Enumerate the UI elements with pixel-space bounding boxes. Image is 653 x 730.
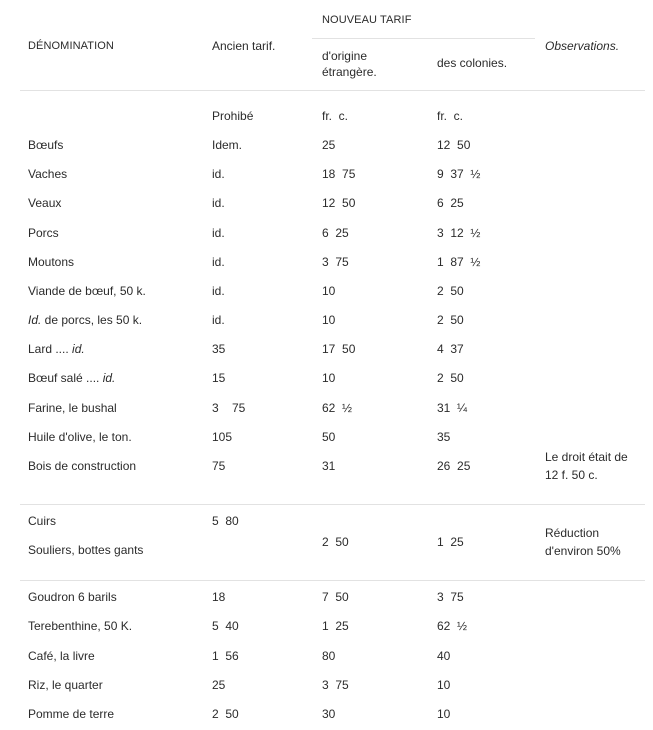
ancien-tarif-cell: id. xyxy=(212,284,225,298)
units-colonies: fr. c. xyxy=(437,109,464,123)
tarif-colonies-cell: 2 50 xyxy=(437,284,464,298)
ancien-tarif-cell: id. xyxy=(212,226,225,240)
header-nouveau-tarif: NOUVEAU TARIF xyxy=(322,14,412,26)
group-separator xyxy=(20,580,645,581)
tarif-colonies-cell: 10 xyxy=(437,678,451,692)
row-label xyxy=(28,618,132,634)
header-observations: Observations. xyxy=(545,39,620,53)
row-label xyxy=(28,312,142,328)
row-label xyxy=(28,225,59,241)
row-label-part: Lard .... xyxy=(28,342,73,356)
header-subrule xyxy=(312,38,535,39)
row-label-part: Goudron 6 barils xyxy=(28,590,117,604)
row-label xyxy=(28,429,132,445)
row-label-part: Terebenthine, 50 K. xyxy=(28,619,133,633)
row-label-part: Pomme de terre xyxy=(28,707,115,721)
row-label-part: Huile d'olive, le ton. xyxy=(28,430,132,444)
row-label-part: Vaches xyxy=(28,167,68,181)
row-label-part: Bois de construction xyxy=(28,459,137,473)
row-label xyxy=(28,677,103,693)
ancien-tarif-cell: Idem. xyxy=(212,138,243,152)
tarif-colonies-cell: 40 xyxy=(437,649,451,663)
tarif-etranger-cell: 7 50 xyxy=(322,590,349,604)
row-label-part: Viande de bœuf, 50 k. xyxy=(28,284,146,298)
tarif-colonies-cell: 62 ½ xyxy=(437,619,468,633)
tarif-colonies-cell: 1 87 ½ xyxy=(437,255,481,269)
row-label-part: Café, la livre xyxy=(28,649,95,663)
row-label-part: Bœufs xyxy=(28,138,64,152)
tarif-colonies-cell: 3 12 ½ xyxy=(437,226,481,240)
tarif-colonies-cell: 2 50 xyxy=(437,371,464,385)
tarif-colonies-cell: 31 ¼ xyxy=(437,401,468,415)
ancien-tarif-cell: id. xyxy=(212,313,225,327)
header-denomination: DÉNOMINATION xyxy=(28,40,114,52)
ancien-tarif-cell: 105 xyxy=(212,430,233,444)
row-label xyxy=(28,195,61,211)
tarif-colonies-cell: 4 37 xyxy=(437,342,464,356)
header-colonies: des colonies. xyxy=(437,56,508,70)
row-label-part: Riz, le quarter xyxy=(28,678,103,692)
row-label-part: id. xyxy=(72,342,85,356)
tarif-colonies-cell: 10 xyxy=(437,707,451,721)
tarif-etranger-cell: 50 xyxy=(322,430,336,444)
row-label xyxy=(28,648,95,664)
tarif-etranger-cell: 30 xyxy=(322,707,336,721)
observation-line: d'environ 50% xyxy=(545,544,621,558)
units-ancien: Prohibé xyxy=(212,109,254,123)
tarif-colonies-cell: 26 25 xyxy=(437,459,471,473)
observation-line: Réduction xyxy=(545,526,600,540)
row-label-part: id. xyxy=(102,371,116,385)
header-origine-line1: d'origine xyxy=(322,49,367,63)
row-label-part: Id. xyxy=(28,313,42,327)
observation-line: Le droit était de xyxy=(545,450,628,464)
group-separator xyxy=(20,504,645,505)
row-label xyxy=(28,137,63,153)
tarif-colonies-cell: 1 25 xyxy=(437,535,464,549)
ancien-tarif-cell: 25 xyxy=(212,678,226,692)
ancien-tarif-cell: id. xyxy=(212,196,225,210)
tarif-etranger-cell: 3 75 xyxy=(322,678,349,692)
tarif-etranger-cell: 25 xyxy=(322,138,336,152)
row-label xyxy=(28,400,117,416)
tarif-colonies-cell: 9 37 ½ xyxy=(437,167,481,181)
header-origine-line2: étrangère. xyxy=(322,65,377,79)
observation-line: 12 f. 50 c. xyxy=(545,468,598,482)
header-bottom-rule xyxy=(20,90,645,91)
ancien-tarif-cell: 2 50 xyxy=(212,707,239,721)
ancien-tarif-cell: 15 xyxy=(212,371,226,385)
row-label-part: Moutons xyxy=(28,255,75,269)
tarif-etranger-cell: 10 xyxy=(322,284,336,298)
tarif-colonies-cell: 35 xyxy=(437,430,451,444)
tarif-etranger-cell: 10 xyxy=(322,371,336,385)
row-label xyxy=(28,706,114,722)
tarif-etranger-cell: 18 75 xyxy=(322,167,356,181)
row-label-part: de porcs, les 50 k. xyxy=(41,313,143,327)
row-label-part: Veaux xyxy=(28,196,62,210)
tarif-etranger-cell: 10 xyxy=(322,313,336,327)
row-label xyxy=(28,283,146,299)
ancien-tarif-cell: 18 xyxy=(212,590,226,604)
tarif-etranger-cell: 17 50 xyxy=(322,342,356,356)
tarif-colonies-cell: 2 50 xyxy=(437,313,464,327)
tarif-etranger-cell: 1 25 xyxy=(322,619,349,633)
tarif-etranger-cell: 3 75 xyxy=(322,255,349,269)
row-label xyxy=(28,542,143,558)
tarif-colonies-cell: 12 50 xyxy=(437,138,471,152)
tarif-etranger-cell: 6 25 xyxy=(322,226,349,240)
row-label xyxy=(28,589,117,605)
tarif-colonies-cell: 6 25 xyxy=(437,196,464,210)
ancien-tarif-cell: id. xyxy=(212,167,225,181)
row-label-part: Farine, le bushal xyxy=(28,401,117,415)
tarif-etranger-cell: 2 50 xyxy=(322,535,349,549)
ancien-tarif-cell: 3 75 xyxy=(212,401,246,415)
row-label-part: Bœuf salé .... xyxy=(28,371,103,385)
row-label xyxy=(28,254,74,270)
row-label xyxy=(28,513,56,529)
ancien-tarif-cell: 5 80 xyxy=(212,514,239,528)
tarif-colonies-cell: 3 75 xyxy=(437,590,464,604)
header-ancien-tarif: Ancien tarif. xyxy=(212,39,276,53)
tarif-etranger-cell: 31 xyxy=(322,459,336,473)
tarif-etranger-cell: 80 xyxy=(322,649,336,663)
row-label xyxy=(28,341,85,357)
row-label xyxy=(28,458,136,474)
row-label xyxy=(28,370,115,386)
ancien-tarif-cell: 1 56 xyxy=(212,649,239,663)
row-label xyxy=(28,166,67,182)
ancien-tarif-cell: 35 xyxy=(212,342,226,356)
row-label-part: Cuirs xyxy=(28,514,57,528)
units-etrangere: fr. c. xyxy=(322,109,349,123)
ancien-tarif-cell: id. xyxy=(212,255,225,269)
row-label-part: Souliers, bottes gants xyxy=(28,543,144,557)
tarif-etranger-cell: 12 50 xyxy=(322,196,356,210)
ancien-tarif-cell: 5 40 xyxy=(212,619,239,633)
ancien-tarif-cell: 75 xyxy=(212,459,226,473)
row-label-part: Porcs xyxy=(28,226,59,240)
tarif-etranger-cell: 62 ½ xyxy=(322,401,353,415)
